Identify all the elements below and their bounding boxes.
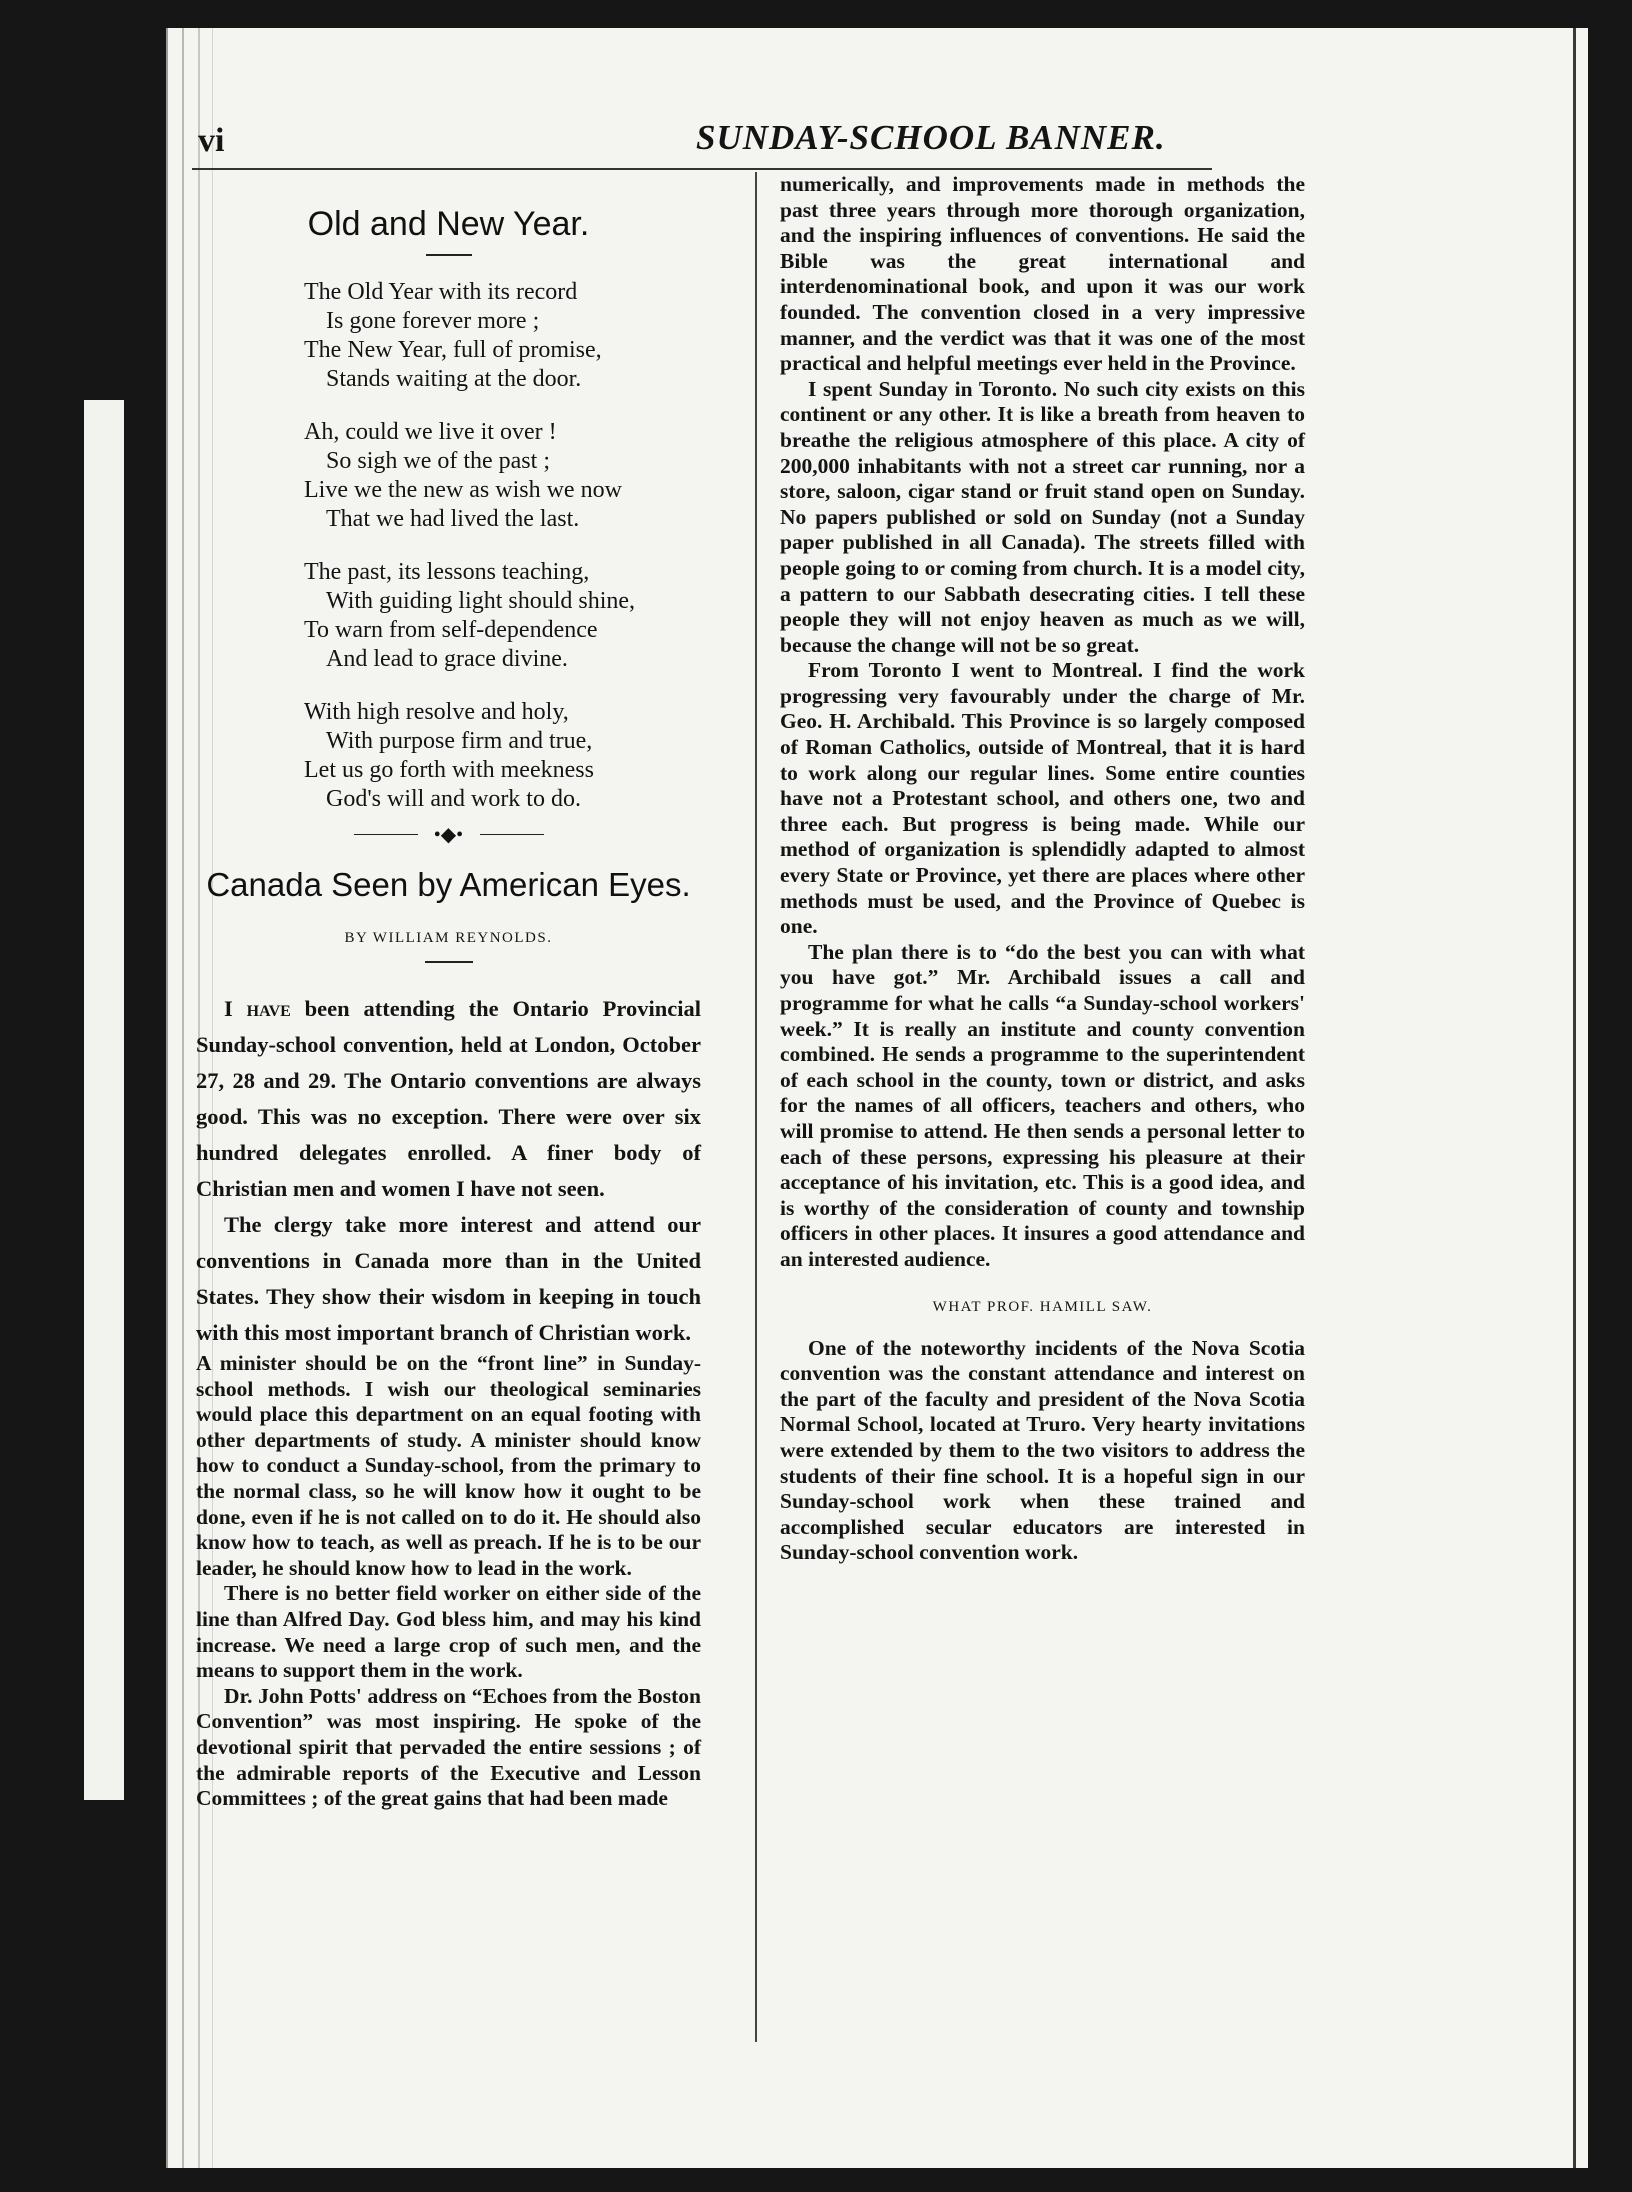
article-byline: BY WILLIAM REYNOLDS. — [344, 930, 553, 946]
binding-edge — [1573, 28, 1576, 2168]
section-subheading: WHAT PROF. HAMILL SAW. — [932, 1298, 1153, 1315]
left-column — [196, 178, 701, 1812]
article-paragraph: The plan there is to “do the best you can with what you have got.” Mr. Archibald issues a call and programme for what he calls “a Sunday-school workers' week.” It is really an institute and county convention combined. He sends a programme to the superintendent of each school in the county, town or district, and asks for the names of all officers, teachers and others, who will promise to attend. He then sends a personal letter to each of these persons, expressing his pleasure at their acceptance of his invitation, etc. This is a good idea, and is worthy of the consideration of county and township officers in other places. It insures a good attendance and an interested audience. — [780, 939, 1305, 1271]
article-paragraph: From Toronto I went to Montreal. I find the work progressing very favourably under the charge of Mr. Geo. H. Archibald. This Province is so largely composed of Roman Catholics, outside of Montreal, that it is hard to work along our regular lines. Some entire counties have not a Protestant school, and others one, two and three each. But progress is being made. While our method of organization is splendidly adapted to almost every State or Province, yet there are places where other methods must be used, and the Province of Quebec is one. — [780, 658, 1305, 939]
poem-line: With purpose firm and true, — [326, 728, 593, 754]
column-divider — [755, 172, 757, 2042]
poem-line: Live we the new as wish we now — [304, 477, 622, 503]
article-paragraph: Dr. John Potts' address on “Echoes from the Boston Convention” was most inspiring. He spoke of the devotional spirit that pervaded the entire sessions ; of the admirable reports of the Executive and Lesson Committees ; of the great gains that had been made — [196, 1683, 701, 1811]
lead-word: I have — [224, 996, 291, 1021]
poem-line: That we had lived the last. — [326, 506, 580, 532]
page-number: vi — [198, 122, 225, 159]
article-paragraph: A minister should be on the “front line” in Sunday-school methods. I wish our theological seminaries would place this department on an equal footing with other departments of study. A minister should know how to conduct a Sunday-school, from the primary to the normal class, so he will know how it ought to be done, even if he is not called on to do it. He should also know how to teach, as well as preach. If he is to be our leader, he should know how to lead in the work. — [196, 1351, 701, 1580]
paragraph-text: been attending the Ontario Provincial Sunday-school convention, held at London, October 27, 28 and 29. The Ontario conventions are always good. This was no exception. There were over six hundred delegates enrolled. A finer body of Christian men and women I have not seen. — [196, 996, 701, 1201]
poem-title: Old and New Year. — [307, 205, 590, 243]
poem-stanza — [304, 418, 701, 534]
right-column — [780, 172, 1305, 1566]
article-paragraph — [196, 991, 701, 1207]
poem-line: Stands waiting at the door. — [326, 366, 582, 392]
poem-line: With guiding light should shine, — [326, 588, 636, 614]
article-title: Canada Seen by American Eyes. — [206, 866, 691, 903]
poem-line: Is gone forever more ; — [326, 308, 540, 334]
poem-line: God's will and work to do. — [326, 786, 581, 812]
poem-line: The past, its lessons teaching, — [304, 559, 590, 585]
article-paragraph: The clergy take more interest and attend our conventions in Canada more than in the United States. They show their wisdom in keeping in touch with this most important branch of Christian work. — [196, 1212, 701, 1345]
poem-line: Let us go forth with meekness — [304, 757, 594, 783]
background-paper-strip — [84, 400, 124, 1800]
poem-stanza — [304, 698, 701, 814]
title-dash — [426, 254, 472, 256]
article-paragraph: One of the noteworthy incidents of the Nova Scotia convention was the constant attendance and interest on the part of the faculty and president of the Nova Scotia Normal School, located at Truro. Very hearty invitations were extended by them to the two visitors to address the students of their fine school. It is a hopeful sign in our Sunday-school work when these trained and accomplished secular educators are interested in Sunday-school convention work. — [780, 1335, 1305, 1565]
poem-line: To warn from self-dependence — [304, 617, 598, 643]
poem-line: And lead to grace divine. — [326, 646, 568, 672]
running-title: SUNDAY-SCHOOL BANNER. — [696, 118, 1166, 157]
ornament-divider: •◆• — [354, 830, 544, 840]
poem-line: With high resolve and holy, — [304, 699, 569, 725]
article-paragraph: There is no better field worker on either side of the line than Alfred Day. God bless him, and may his kind increase. We need a large crop of such men, and the means to support them in the work. — [196, 1581, 701, 1683]
page-edge-line — [182, 28, 184, 2168]
article-paragraph: I spent Sunday in Toronto. No such city exists on this continent or any other. It is like a breath from heaven to breathe the religious atmosphere of this place. A city of 200,000 inhabitants with not a street car running, nor a store, saloon, cigar stand or fruit stand open on Sunday. No papers published or sold on Sunday (not a Sunday paper published in all Canada). The streets filled with people going to or coming from church. It is a model city, a pattern to our Sabbath desecrating cities. I tell these people they will not enjoy heaven as much as we will, because the change will not be so great. — [780, 376, 1305, 657]
poem-line: The New Year, full of promise, — [304, 337, 602, 363]
poem-line: Ah, could we live it over ! — [304, 419, 557, 445]
header-rule — [192, 168, 1212, 170]
poem-line: So sigh we of the past ; — [326, 448, 550, 474]
poem — [304, 278, 701, 814]
article-paragraph: numerically, and improvements made in methods the past three years through more thorough organization, and the inspiring influences of conventions. He said the Bible was the great international and interdenominational book, and upon it was our work founded. The convention closed in a very impressive manner, and the verdict was that it was one of the most practical and helpful meetings ever held in the Province. — [780, 172, 1305, 376]
page-header — [196, 92, 1206, 159]
poem-stanza — [304, 278, 701, 394]
poem-line: The Old Year with its record — [304, 279, 578, 305]
poem-stanza — [304, 558, 701, 674]
